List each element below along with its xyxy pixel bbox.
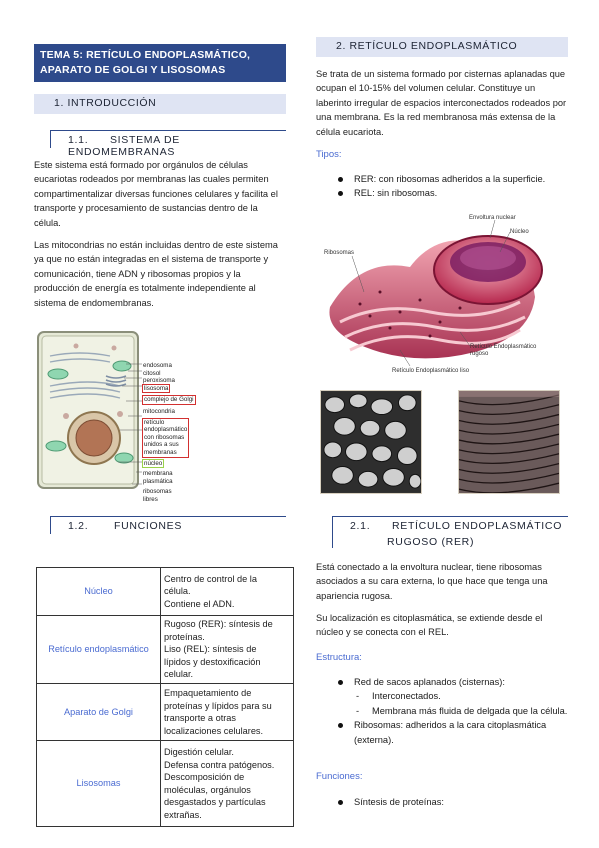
subsection-number: 2.1. xyxy=(350,520,371,532)
label-mitocondria: mitocondria xyxy=(143,407,175,415)
tipos-list xyxy=(336,172,568,201)
label-nucleo-er: Núcleo xyxy=(510,229,529,235)
table-row xyxy=(37,568,294,616)
label-rel: Retículo Endoplasmático liso xyxy=(392,368,470,374)
table-key: Lisosomas xyxy=(37,741,161,827)
label-reticulo-4: unidos a sus xyxy=(144,441,179,449)
label-libres: libres xyxy=(143,495,158,503)
rer-paragraph-2: Su localización es citoplasmática, se extiende desde el núcleo y se conecta con el REL. xyxy=(316,613,543,638)
funciones-label: Funciones: xyxy=(316,771,363,782)
label-golgi: complejo de Golgi xyxy=(144,396,194,404)
table-value: Centro de control de la célula. Contiene el ADN. xyxy=(161,568,294,616)
rel-micrograph xyxy=(320,390,422,494)
list-item: RER: con ribosomas adheridos a la superficie. xyxy=(336,172,568,186)
label-envoltura-nuclear: Envoltura nuclear xyxy=(469,215,516,221)
table-row xyxy=(37,616,294,684)
table-key: Aparato de Golgi xyxy=(37,684,161,741)
subsection-title: FUNCIONES xyxy=(113,520,183,532)
label-citosol: citosol xyxy=(143,369,161,377)
rer-micrograph xyxy=(458,390,560,494)
subsection-endomembranas xyxy=(50,134,286,158)
label-ribosomas: ribosomas xyxy=(143,488,172,496)
label-reticulo-box xyxy=(143,419,188,457)
cell-diagram-labels xyxy=(143,362,195,504)
label-reticulo-3: con ribosomas xyxy=(144,433,185,441)
topic-title-banner xyxy=(34,44,286,82)
funciones-table xyxy=(36,567,294,827)
subsection-title-line1: RETÍCULO ENDOPLASMÁTICO xyxy=(391,520,563,532)
subsection-title: SISTEMA DE ENDOMEMBRANAS xyxy=(68,134,180,158)
table-value: Rugoso (RER): síntesis de proteínas. Liso (REL): síntesis de lípidos y destoxificación celular. xyxy=(161,616,294,684)
table-key: Núcleo xyxy=(37,568,161,616)
subsection-rer xyxy=(332,520,568,548)
rer-paragraph-1: Está conectado a la envoltura nuclear, tiene ribosomas asociados a su cara externa, lo que hace que tenga una apariencia rugosa. xyxy=(316,562,548,601)
label-rer: Retículo Endoplasmático rugoso xyxy=(470,344,537,357)
funciones-list xyxy=(336,795,568,809)
topic-title-line1: TEMA 5: RETÍCULO ENDOPLASMÁTICO, xyxy=(40,49,251,61)
section-introduccion xyxy=(34,94,286,114)
subsection-number: 1.2. xyxy=(68,520,89,532)
reticulo-paragraph: Se trata de un sistema formado por cisternas aplanadas que ocupan el 10-15% del volumen celular. Constituye un laberinto irregular de espacios interconectados rodeados por una membrana. Es la red membranosa más extensa de la célula eucariota. xyxy=(316,69,567,137)
section-title: 2. RETÍCULO ENDOPLASMÁTICO xyxy=(336,40,518,52)
topic-title-line2: APARATO DE GOLGI Y LISOSOMAS xyxy=(40,64,226,76)
label-membrana: membrana xyxy=(143,470,173,478)
table-row xyxy=(37,684,294,741)
list-subitem: - Membrana más fluida de delgada que la célula. xyxy=(336,704,568,718)
estructura-list xyxy=(336,675,568,747)
list-item: Ribosomas: adheridos a la cara citoplasmática (externa). xyxy=(336,718,568,747)
subsection-number: 1.1. xyxy=(68,134,89,146)
section-reticulo xyxy=(316,37,568,57)
label-endosoma: endosoma xyxy=(143,362,172,369)
subsection-funciones xyxy=(50,520,286,532)
table-row xyxy=(37,741,294,827)
list-subitem: - Interconectados. xyxy=(336,689,568,703)
label-reticulo-2: endoplasmático xyxy=(144,426,188,434)
label-lisosoma: lisosoma xyxy=(144,384,169,392)
table-value: Empaquetamiento de proteínas y lípidos para su transporte a otras localizaciones celulares. xyxy=(161,684,294,741)
intro-paragraph-2: Las mitocondrias no están incluidas dentro de este sistema ya que no están integradas en el sistema de transporte y comunicación, tiene ADN y ribosomas propios y la producción de energía es totalmente independiente al sistema de endomembranas. xyxy=(34,240,278,308)
label-nucleo: núcleo xyxy=(144,459,163,467)
section-title: 1. INTRODUCCIÓN xyxy=(54,97,157,109)
list-item: Síntesis de proteínas: xyxy=(336,795,568,809)
label-ribosomas-er: Ribosomas xyxy=(324,250,355,256)
label-peroxisoma: peroxisoma xyxy=(143,377,175,385)
label-reticulo-1: retículo xyxy=(144,418,165,426)
table-key: Retículo endoplasmático xyxy=(37,616,161,684)
table-value: Digestión celular. Defensa contra patógenos. Descomposición de moléculas, orgánulos desgastados y partículas extrañas. xyxy=(161,741,294,827)
intro-paragraph-1: Este sistema está formado por orgánulos de células eucariotas rodeados por membranas las cuales permiten compartimentalizar diversas funciones celulares y facilita el transporte y procesamiento de sustancias dentro de la célula. xyxy=(34,160,278,228)
label-plasmatica: plasmática xyxy=(143,477,173,485)
estructura-label: Estructura: xyxy=(316,652,362,663)
list-item: Red de sacos aplanados (cisternas): xyxy=(336,675,568,689)
tipos-label: Tipos: xyxy=(316,149,342,160)
label-reticulo-5: membranas xyxy=(144,448,177,456)
list-item: REL: sin ribosomas. xyxy=(336,186,568,200)
subsection-title-line2: RUGOSO (RER) xyxy=(387,536,475,548)
